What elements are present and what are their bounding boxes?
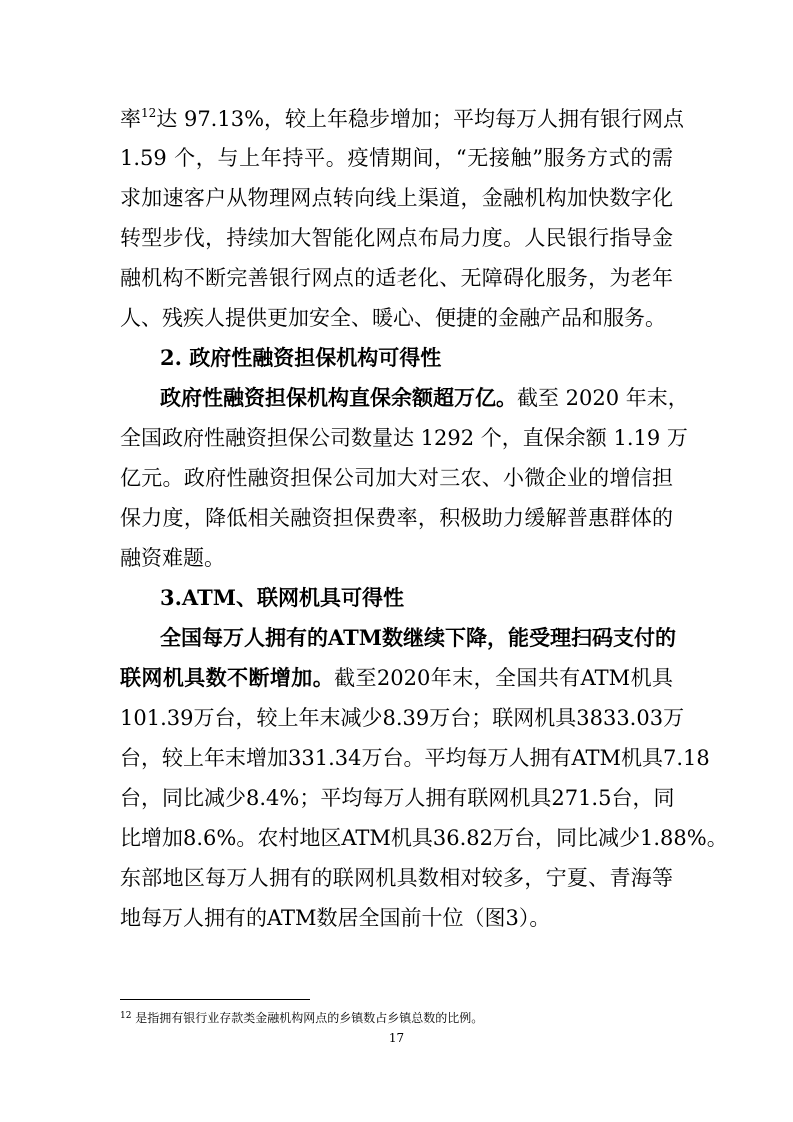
- body-line-3: 求加速客户从物理网点转向线上渠道，金融机构加快数字化: [120, 186, 673, 210]
- footnote-divider: [120, 999, 310, 1000]
- section-2-line-4: 保力度，降低相关融资担保费率，积极助力缓解普惠群体的: [120, 506, 673, 530]
- section-2-line-2: 全国政府性融资担保公司数量达 1292 个，直保余额 1.19 万: [120, 426, 688, 450]
- section-2-heading: 2. 政府性融资担保机构可得性: [160, 345, 442, 370]
- footnote-ref[interactable]: 12: [141, 106, 157, 120]
- body-line-4: 转型步伐，持续加大智能化网点布局力度。人民银行指导金: [120, 226, 673, 250]
- section-2-lead: 政府性融资担保机构直保余额超万亿。: [160, 385, 517, 410]
- body-line-2: 1.59 个，与上年持平。疫情期间，“无接触”服务方式的需: [120, 146, 673, 170]
- body-line-6: 人、残疾人提供更加安全、暖心、便捷的金融产品和服务。: [120, 306, 666, 330]
- section-2-line-1: 政府性融资担保机构直保余额超万亿。截至 2020 年末，: [160, 385, 689, 410]
- footnote-number: 12: [120, 1011, 132, 1021]
- footnote: [120, 1010, 483, 1026]
- section-2-line-3: 亿元。政府性融资担保公司加大对三农、小微企业的增信担: [120, 466, 673, 490]
- section-3-line-5: 台，同比减少8.4%；平均每万人拥有联网机具271.5台，同: [120, 786, 675, 810]
- section-3-line-6: 比增加8.6%。农村地区ATM机具36.82万台，同比减少1.88%。: [120, 826, 728, 850]
- footnote-text: 是指拥有银行业存款类金融机构网点的乡镇数占乡镇总数的比例。: [135, 1011, 484, 1025]
- section-3-line-1: 全国每万人拥有的ATM数继续下降，能受理扫码支付的: [160, 625, 677, 650]
- section-2-line-5: 融资难题。: [120, 546, 225, 570]
- body-line-5: 融机构不断完善银行网点的适老化、无障碍化服务，为老年: [120, 266, 673, 290]
- page-number: 17: [388, 1031, 405, 1045]
- section-3-line-3: 101.39万台，较上年末减少8.39万台；联网机具3833.03万: [120, 706, 685, 730]
- section-3-lead: 联网机具数不断增加。: [120, 665, 335, 690]
- section-3-heading: 3.ATM、联网机具可得性: [160, 585, 404, 610]
- section-3-line-4: 台，较上年末增加331.34万台。平均每万人拥有ATM机具7.18: [120, 746, 710, 770]
- section-3-line-8: 地每万人拥有的ATM数居全国前十位（图3）。: [120, 906, 551, 930]
- section-3-line-2: 联网机具数不断增加。截至2020年末，全国共有ATM机具: [120, 665, 674, 690]
- body-line-1: 率$^{12}$达 97.13%，较上年稳步增加；平均每万人拥有银行网点: [120, 106, 685, 131]
- section-3-line-7: 东部地区每万人拥有的联网机具数相对较多，宁夏、青海等: [120, 866, 673, 890]
